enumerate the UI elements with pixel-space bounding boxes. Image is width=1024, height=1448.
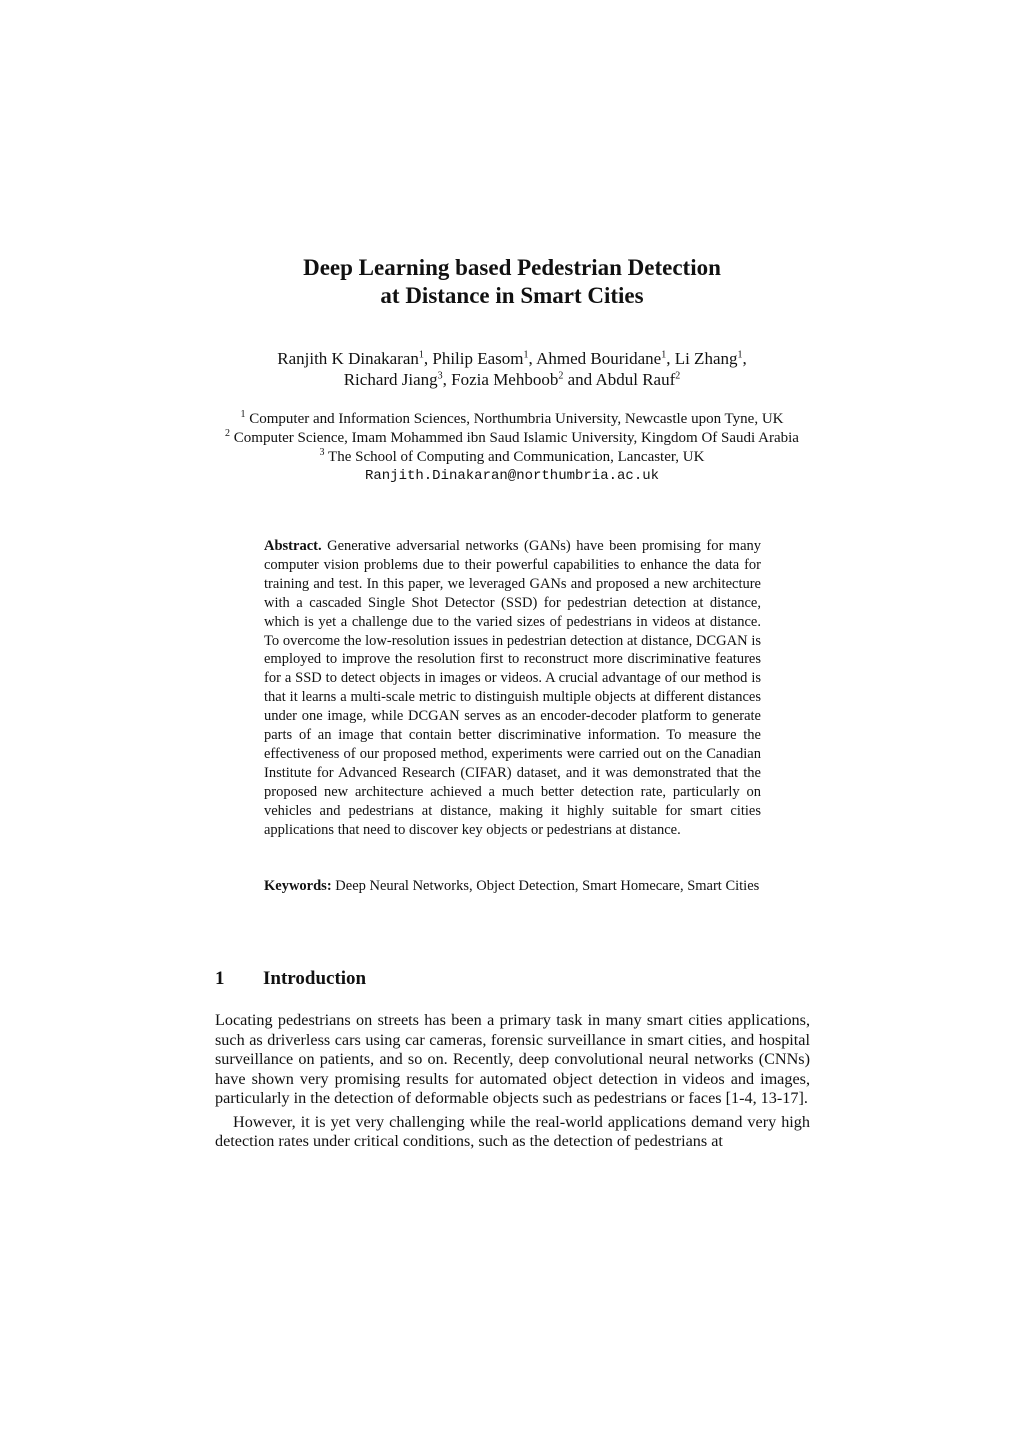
- intro-paragraph-1: Locating pedestrians on streets has been a primary task in many smart cities applications, such as driverless cars using car cameras, forensic surveillance in smart cities, and hospital surveillance on patients, and so on. Recently, deep convolutional neural networks (CNNs) have shown very promising results for automated object detection in videos and images, particularly in the detection of deformable objects such as pedestrians or faces [1-4, 13-17].: [215, 1011, 810, 1107]
- keywords: [264, 877, 761, 896]
- author-affiliation-marker: 1: [661, 349, 667, 361]
- title-line-2: at Distance in Smart Cities: [380, 283, 644, 308]
- title-line-1: Deep Learning based Pedestrian Detection: [303, 255, 721, 280]
- affiliation-marker: 1: [240, 409, 246, 420]
- abstract: [264, 537, 761, 840]
- abstract-label: Abstract.: [264, 538, 322, 554]
- author-name: Richard Jiang: [343, 370, 438, 389]
- author-list: [0, 348, 1024, 390]
- contact-email[interactable]: Ranjith.Dinakaran@northumbria.ac.uk: [364, 468, 660, 484]
- author-affiliation-marker: 1: [523, 349, 529, 361]
- author-affiliation-marker: 1: [418, 349, 424, 361]
- affiliation-list: [0, 410, 1024, 486]
- author-affiliation-marker: 2: [675, 370, 681, 382]
- intro-paragraph-2: However, it is yet very challenging while the real-world applications demand very high detection rates under critical conditions, such as the detection of pedestrians at: [215, 1112, 810, 1150]
- author-separator: ,: [528, 349, 537, 368]
- author-name: Li Zhang: [674, 349, 738, 368]
- author-affiliation-marker: 1: [737, 349, 743, 361]
- section-title: Introduction: [263, 968, 367, 989]
- author-name: Philip Easom: [432, 349, 524, 368]
- abstract-text: Generative adversarial networks (GANs) have been promising for many computer vision problems due to their powerful capabilities to enhance the data for training and test. In this paper, we leveraged GANs and proposed a new architecture with a cascaded Single Shot Detector (SSD) for pedestrian detection at distance, which is yet a challenge due to the varied sizes of pedestrians in videos at distance. To overcome the low-resolution issues in pedestrian detection at distance, DCGAN is employed to improve the resolution first to reconstruct more discriminative features for a SSD to detect objects in images or videos. A crucial advantage of our method is that it learns a multi-scale metric to distinguish multiple objects at different distances under one image, while DCGAN serves as an encoder-decoder platform to generate parts of an image that contain better discriminative information. To measure the effectiveness of our proposed method, experiments were carried out on the Canadian Institute for Advanced Research (CIFAR) dataset, and it was demonstrated that the proposed new architecture achieved a much better detection rate, particularly on vehicles and pedestrians at distance, making it highly suitable for smart cities applications that need to discover key objects or pedestrians at distance.: [264, 538, 762, 838]
- section-number: 1: [215, 968, 225, 989]
- affiliation-text: The School of Computing and Communication, Lancaster, UK: [328, 449, 705, 465]
- author-name: Ranjith K Dinakaran: [277, 349, 419, 368]
- author-separator: ,: [742, 349, 747, 368]
- author-separator: ,: [423, 349, 433, 368]
- author-name: Abdul Rauf: [595, 370, 676, 389]
- affiliation-text: Computer Science, Imam Mohammed ibn Saud Islamic University, Kingdom Of Saudi Arabia: [233, 430, 799, 446]
- affiliation-marker: 3: [319, 447, 325, 458]
- introduction-body: [215, 1011, 810, 1152]
- author-line-1: [0, 348, 1024, 369]
- affiliation-3: [0, 448, 1024, 467]
- section-heading-introduction: [215, 968, 366, 990]
- author-name: Fozia Mehboob: [451, 370, 559, 389]
- author-affiliation-marker: 2: [558, 370, 564, 382]
- affiliation-1: [0, 410, 1024, 429]
- paper-title: [0, 254, 1024, 310]
- affiliation-marker: 2: [225, 428, 231, 439]
- author-separator: and: [563, 370, 596, 389]
- author-separator: ,: [442, 370, 452, 389]
- affiliation-text: Computer and Information Sciences, Northumbria University, Newcastle upon Tyne, UK: [249, 411, 784, 427]
- author-separator: ,: [666, 349, 675, 368]
- author-name: Ahmed Bouridane: [536, 349, 662, 368]
- affiliation-2: [0, 429, 1024, 448]
- author-affiliation-marker: 3: [437, 370, 443, 382]
- keywords-text: Deep Neural Networks, Object Detection, Smart Homecare, Smart Cities: [335, 878, 760, 894]
- keywords-label: Keywords:: [264, 878, 332, 894]
- author-line-2: [0, 369, 1024, 390]
